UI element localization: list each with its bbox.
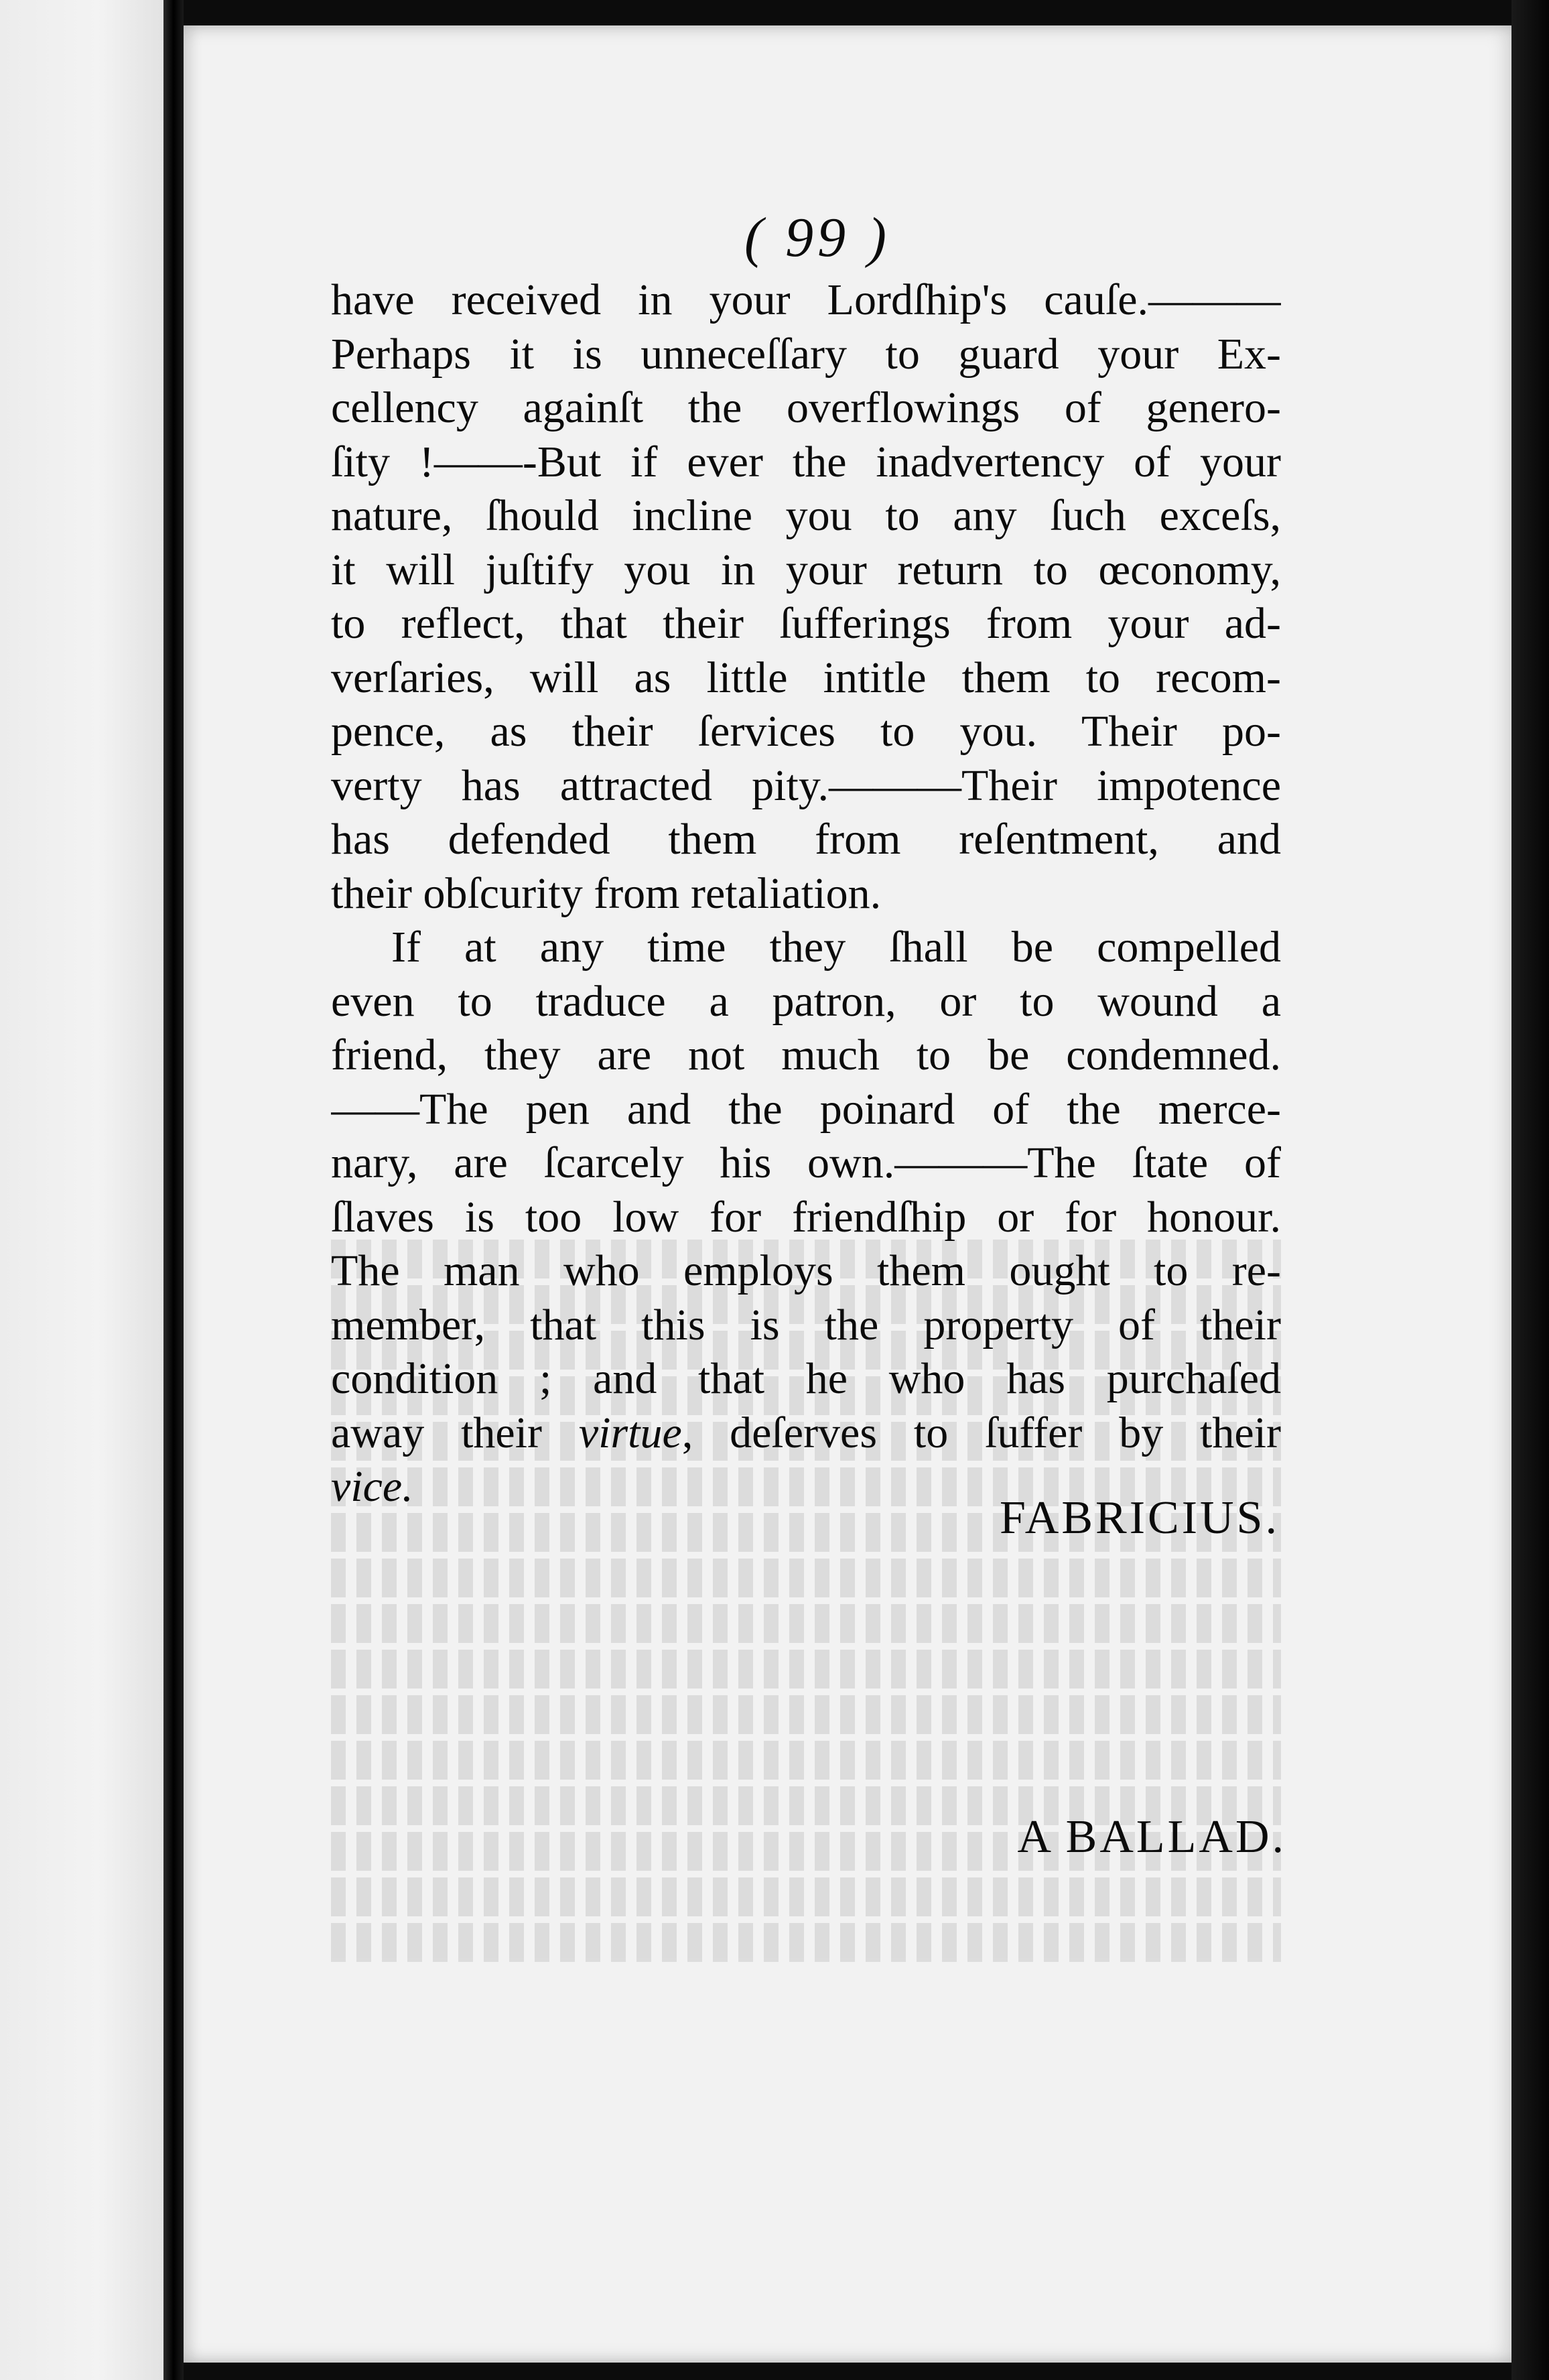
text-line: it will juſtify you in your return to œconomy, bbox=[331, 545, 1281, 594]
text-line: verſaries, will as little intitle them to recom- bbox=[331, 653, 1281, 702]
text-line: have received in your Lordſhip's cauſe.——— bbox=[331, 275, 1281, 324]
paragraph-start-line: If at any time they ſhall be compelled bbox=[391, 923, 1281, 972]
text-line: has defended them from reſentment, and bbox=[331, 815, 1281, 864]
paragraph-end-line: their obſcurity from retaliation. bbox=[331, 868, 882, 918]
text-line: cellency againſt the overflowings of genero- bbox=[331, 383, 1281, 432]
text-line: even to traduce a patron, or to wound a bbox=[331, 976, 1281, 1026]
text-line: nary, are ſcarcely his own.———The ſtate of bbox=[331, 1138, 1281, 1187]
text-line: member, that this is the property of their bbox=[331, 1300, 1281, 1349]
text-segment: , deſerves to ſuffer by their bbox=[681, 1408, 1281, 1457]
body-text bbox=[331, 273, 1281, 1514]
text-line: nature, ſhould incline you to any ſuch exceſs, bbox=[331, 491, 1281, 540]
book-gutter bbox=[163, 0, 184, 2380]
page-number: ( 99 ) bbox=[744, 206, 890, 269]
italic-word-vice: vice. bbox=[331, 1462, 413, 1511]
text-line: condition ; and that he who has purchaſed bbox=[331, 1354, 1281, 1403]
text-line-with-italic bbox=[331, 1406, 1281, 1461]
text-line: ——The pen and the poinard of the merce- bbox=[331, 1084, 1281, 1134]
text-line: to reflect, that their ſufferings from your ad- bbox=[331, 599, 1281, 648]
text-line: verty has attracted pity.———Their impotence bbox=[331, 761, 1281, 810]
italic-word-virtue: virtue bbox=[578, 1408, 682, 1457]
text-line: ſlaves is too low for friendſhip or for honour. bbox=[331, 1192, 1281, 1242]
text-line: Perhaps it is unneceſſary to guard your Ex- bbox=[331, 329, 1281, 379]
signature-fabricius: FABRICIUS. bbox=[1000, 1492, 1280, 1544]
text-line: The man who employs them ought to re- bbox=[331, 1246, 1281, 1295]
facing-page-edge bbox=[0, 0, 163, 2380]
text-line: pence, as their ſervices to you. Their po- bbox=[331, 707, 1281, 756]
text-line: friend, they are not much to be condemned. bbox=[331, 1031, 1281, 1079]
page-outer-edge bbox=[1511, 0, 1549, 2380]
text-line: ſity !——-But if ever the inadvertency of your bbox=[331, 437, 1281, 486]
section-title-ballad: A BALLAD. bbox=[1017, 1811, 1286, 1863]
text-segment: away their bbox=[331, 1408, 579, 1457]
